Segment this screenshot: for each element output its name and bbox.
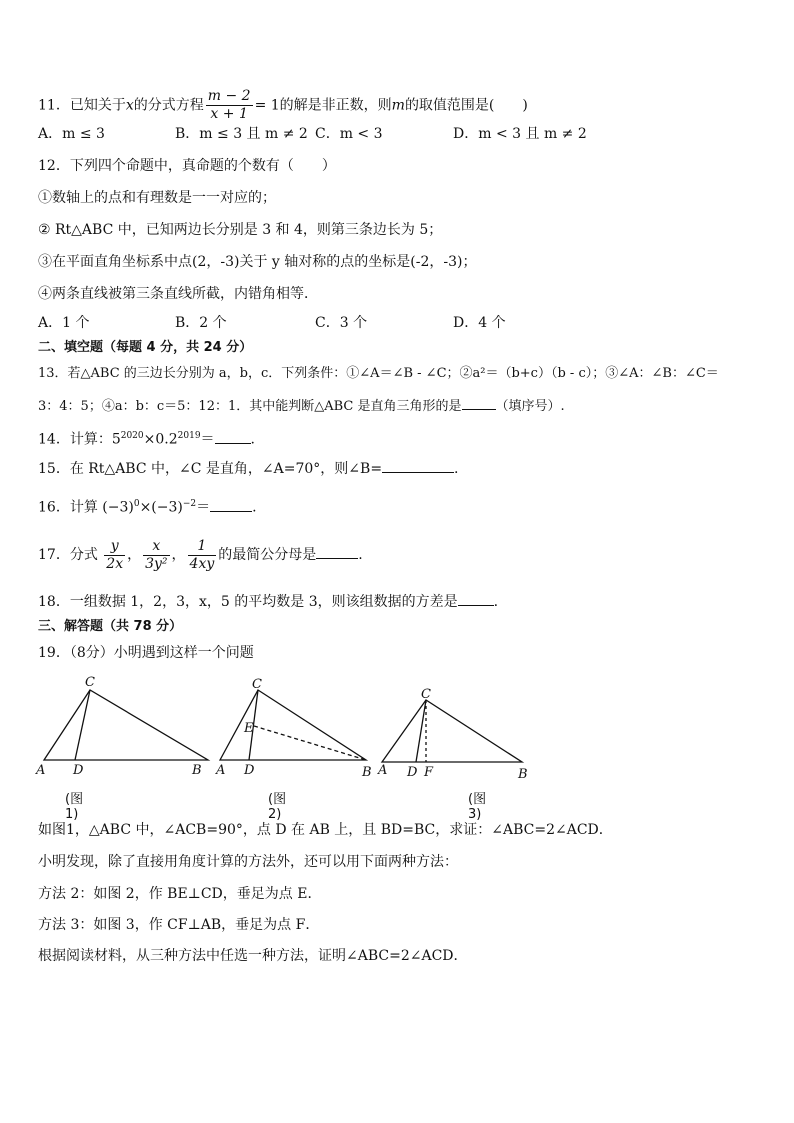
q18-text: 18．一组数据 1，2，3，x，5 的平均数是 3，则该组数据的方差是	[38, 594, 458, 610]
q13-answer-blank[interactable]	[462, 395, 496, 410]
fig1-label-c: C	[85, 675, 95, 690]
fig3-label-c: C	[421, 687, 431, 702]
q13-line-2	[38, 395, 565, 417]
q11-suffix2: 的取值范围是( )	[404, 97, 528, 114]
q19-line-1: 如图1，△ABC 中，∠ACB=90°，点 D 在 AB 上，且 BD=BC，求证：∠ABC=2∠ACD．	[38, 822, 613, 838]
q11-var-m: m	[391, 97, 405, 114]
q16-exp2: −2	[182, 499, 197, 509]
fig1-label-d: D	[73, 763, 84, 778]
q15-answer-blank[interactable]	[382, 458, 454, 473]
fig3-label-b: B	[518, 767, 528, 782]
q12-option-c: C．3 个	[315, 315, 368, 331]
q11-var-x: x	[125, 97, 134, 114]
q11-suffix1: 的解是非正数，则	[279, 97, 392, 114]
fig1-caption: (图1)	[65, 792, 84, 822]
q11-option-d: D．m < 3 且 m ≠ 2	[453, 126, 587, 142]
q11-frac-num: m − 2	[207, 88, 251, 104]
q17-sep-2: ，	[171, 547, 186, 563]
q12-option-a: A．1 个	[38, 315, 90, 331]
q12-item-1: ①数轴上的点和有理数是一一对应的；	[38, 190, 276, 206]
q11-option-a: A．m ≤ 3	[38, 126, 105, 142]
q16-stem	[38, 494, 257, 518]
fig3-label-f: F	[424, 765, 434, 780]
q17-frac1-num: y	[104, 538, 125, 556]
q17-fraction-2	[143, 538, 169, 573]
q12-item-3: ③在平面直角坐标系中点(2，-3)关于 y 轴对称的点的坐标是(-2，-3)；	[38, 254, 477, 270]
q16-prefix: 16．计算 (−3)	[38, 499, 134, 516]
q15-text: 15．在 Rt△ABC 中，∠C 是直角，∠A=70°，则∠B=	[38, 461, 383, 477]
fig3-label-a: A	[378, 763, 388, 778]
fig2-label-c: C	[252, 677, 262, 692]
fig1-triangle	[44, 690, 208, 760]
q11-option-c: C．m < 3	[315, 126, 383, 142]
q17-stem	[38, 536, 363, 574]
q14-mid: ×0.2	[143, 431, 178, 448]
q14-prefix: 14．计算：5	[38, 431, 121, 448]
q19-line-5: 根据阅读材料，从三种方法中任选一种方法，证明∠ABC=2∠ACD．	[38, 948, 468, 964]
fig3-segment-cd	[416, 700, 426, 762]
q18-stem	[38, 591, 498, 612]
q12-item-4: ④两条直线被第三条直线所截，内错角相等．	[38, 286, 318, 302]
q11-eq: = 1	[254, 97, 280, 114]
q17-frac1-den: 2x	[106, 555, 124, 572]
q14-suffix: ＝	[200, 431, 215, 448]
figure-2	[220, 690, 366, 760]
section-3-heading: 三、解答题（共 78 分）	[38, 619, 183, 634]
q19-figures-svg	[30, 668, 550, 808]
q19-line-4: 方法 3：如图 3，作 CF⊥AB，垂足为点 F．	[38, 917, 320, 933]
q11-stem	[38, 88, 528, 123]
q11-fraction	[206, 88, 253, 123]
q19-stem: 19．（8分）小明遇到这样一个问题	[38, 645, 254, 661]
fig2-label-b: B	[362, 765, 372, 780]
fig2-label-e: E	[244, 721, 254, 736]
q17-frac2-den: 3y²	[145, 555, 168, 572]
q18-end: .	[493, 594, 499, 610]
q17-fraction-1	[104, 538, 125, 573]
q17-prefix: 17．分式	[38, 547, 98, 563]
q14-answer-blank[interactable]	[215, 429, 251, 444]
q17-end: .	[358, 547, 363, 563]
fig1-label-b: B	[192, 763, 202, 778]
q14-exp1: 2020	[120, 431, 144, 441]
figure-1	[44, 690, 208, 760]
fig2-segment-be	[254, 726, 366, 760]
fig3-caption: (图3)	[468, 792, 487, 822]
q13-line-2b: （填序号）.	[495, 399, 565, 414]
q19-line-3: 方法 2：如图 2，作 BE⊥CD，垂足为点 E．	[38, 886, 322, 902]
q17-suffix: 的最简公分母是	[218, 547, 317, 563]
q18-answer-blank[interactable]	[458, 591, 494, 606]
q16-suffix: ＝	[196, 499, 211, 516]
q17-frac3-num: 1	[188, 538, 217, 556]
q16-exp1: 0	[133, 499, 140, 509]
q11-option-b: B．m ≤ 3 且 m ≠ 2	[175, 126, 308, 142]
q11-frac-den: x + 1	[210, 106, 248, 122]
q14-exp2: 2019	[177, 431, 201, 441]
q14-end: .	[250, 431, 255, 448]
q19-line-2: 小明发现，除了直接用角度计算的方法外，还可以用下面两种方法：	[38, 854, 458, 870]
q17-fraction-3	[188, 538, 217, 573]
q16-answer-blank[interactable]	[210, 497, 252, 512]
q15-stem	[38, 458, 459, 479]
q11-prefix: 11．已知关于	[38, 97, 126, 114]
q16-end: .	[252, 499, 257, 516]
fig2-label-a: A	[216, 763, 226, 778]
q12-stem: 12．下列四个命题中，真命题的个数有（ ）	[38, 158, 336, 174]
q14-stem	[38, 426, 255, 450]
fig2-label-d: D	[244, 763, 255, 778]
q13-line-2a: 3：4：5；④a：b：c＝5：12：1．其中能判断△ABC 是直角三角形的是	[38, 399, 462, 414]
q17-answer-blank[interactable]	[316, 544, 358, 559]
fig1-label-a: A	[36, 763, 46, 778]
q17-frac2-num: x	[143, 538, 169, 556]
q12-option-d: D．4 个	[453, 315, 506, 331]
q11-mid: 的分式方程	[133, 97, 204, 114]
q17-sep-1: ，	[127, 547, 142, 563]
q13-line-1: 13．若△ABC 的三边长分别为 a，b，c．下列条件：①∠A＝∠B - ∠C；②a²＝（b+c）（b - c）；③∠A：∠B：∠C＝	[38, 366, 719, 381]
fig3-label-d: D	[407, 765, 418, 780]
q17-frac3-den: 4xy	[189, 555, 215, 572]
q12-item-2: ② Rt△ABC 中，已知两边长分别是 3 和 4，则第三条边长为 5；	[38, 222, 443, 238]
figure-3	[382, 700, 522, 762]
fig2-caption: (图2)	[268, 792, 287, 822]
fig2-triangle	[220, 690, 366, 760]
q15-end: .	[454, 461, 459, 477]
fig3-triangle	[382, 700, 522, 762]
q12-option-b: B．2 个	[175, 315, 227, 331]
q16-mid: ×(−3)	[139, 499, 183, 516]
section-2-heading: 二、填空题（每题 4 分，共 24 分）	[38, 340, 253, 355]
